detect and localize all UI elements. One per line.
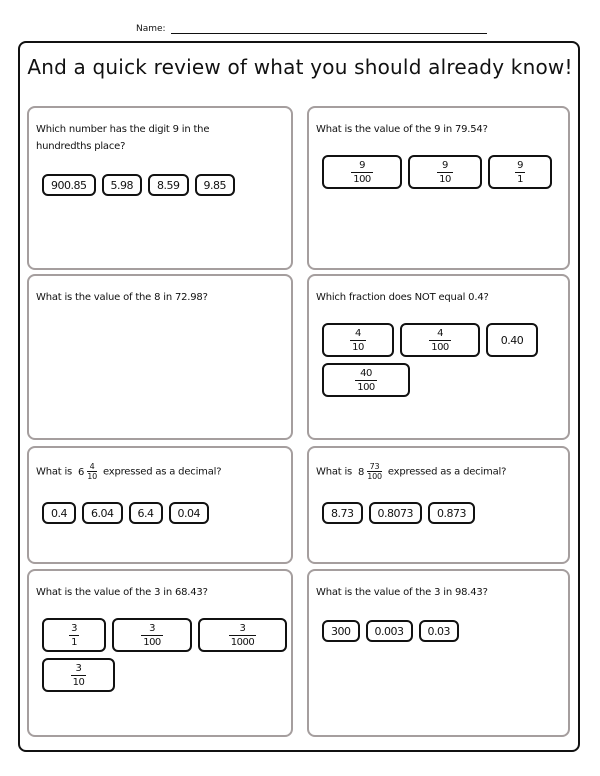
question-text-before: What is (36, 466, 73, 478)
numerator: 4 (437, 327, 443, 339)
numerator: 4 (89, 462, 95, 471)
fraction (437, 160, 453, 185)
fraction-bar (437, 172, 453, 173)
numerator: 3 (149, 622, 155, 634)
answer-option[interactable] (488, 155, 552, 189)
denominator: 100 (367, 472, 382, 481)
fraction-bar (350, 340, 366, 341)
question-text: Which fraction does NOT equal 0.4? (316, 292, 489, 303)
fraction (350, 328, 366, 353)
answer-option[interactable]: 9.85 (195, 174, 236, 196)
answer-option[interactable] (322, 363, 410, 397)
answer-option[interactable]: 0.03 (419, 620, 460, 642)
answer-option[interactable]: 0.003 (366, 620, 413, 642)
fraction-bar (229, 635, 256, 636)
numerator: 3 (239, 622, 246, 634)
answer-option[interactable]: 8.59 (148, 174, 189, 196)
question-text (36, 462, 221, 481)
fraction-bar (69, 635, 79, 636)
question-text-after: expressed as a decimal? (102, 466, 222, 478)
fraction (429, 328, 451, 353)
question-text-before: What is (316, 466, 353, 478)
answer-option[interactable] (42, 658, 115, 692)
denominator: 100 (353, 173, 371, 185)
fraction-bar (351, 172, 373, 173)
answer-option[interactable] (400, 323, 480, 357)
answer-option[interactable]: 0.8073 (369, 502, 423, 524)
denominator: 1 (517, 173, 523, 185)
answer-options (322, 502, 567, 524)
question-text: What is the value of the 3 in 98.43? (316, 587, 488, 598)
denominator: 10 (439, 173, 451, 185)
mixed-number-fraction (87, 462, 97, 481)
denominator: 10 (72, 676, 85, 688)
question-text (316, 462, 506, 481)
numerator: 40 (360, 367, 372, 379)
answer-option[interactable] (112, 618, 192, 652)
answer-option[interactable] (198, 618, 287, 652)
fraction-bar (141, 635, 163, 636)
fraction (141, 623, 163, 648)
answer-option[interactable] (322, 155, 402, 189)
numerator: 4 (355, 327, 361, 339)
name-field[interactable] (171, 24, 487, 34)
answer-option[interactable]: 0.40 (486, 323, 538, 357)
answer-option[interactable]: 6.04 (82, 502, 123, 524)
numerator: 9 (517, 159, 523, 171)
fraction (515, 160, 525, 185)
answer-option[interactable]: 8.73 (322, 502, 363, 524)
answer-options (322, 323, 567, 397)
question-text-after: expressed as a decimal? (387, 466, 507, 478)
answer-option[interactable]: 900.85 (42, 174, 96, 196)
mixed-number-fraction (367, 462, 382, 481)
answer-option[interactable]: 0.04 (169, 502, 210, 524)
numerator: 3 (75, 662, 82, 674)
answer-option[interactable] (322, 323, 394, 357)
question-text: What is the value of the 9 in 79.54? (316, 124, 488, 135)
fraction-bar (71, 675, 87, 676)
fraction (69, 623, 79, 648)
answer-option[interactable]: 300 (322, 620, 360, 642)
question-panel-1 (27, 106, 293, 270)
name-row (136, 24, 487, 34)
fraction (351, 160, 373, 185)
answer-option[interactable]: 6.4 (129, 502, 163, 524)
fraction-bar (429, 340, 451, 341)
mixed-number-whole: 6 (78, 466, 85, 478)
fraction-bar (515, 172, 525, 173)
numerator: 73 (369, 462, 380, 471)
answer-options (42, 618, 287, 692)
mixed-number-whole: 8 (358, 466, 365, 478)
answer-option[interactable]: 0.873 (428, 502, 475, 524)
denominator: 1000 (230, 636, 255, 648)
question-panel-4 (307, 274, 570, 440)
answer-option[interactable] (408, 155, 482, 189)
numerator: 3 (71, 622, 77, 634)
fraction-bar (355, 380, 377, 381)
numerator: 9 (442, 159, 448, 171)
denominator: 1 (71, 636, 77, 648)
question-panel-5 (27, 446, 293, 564)
question-text: Which number has the digit 9 in the hundredths place? (36, 124, 210, 152)
question-panel-7 (27, 569, 293, 737)
page-title: And a quick review of what you should already know! (27, 55, 573, 79)
answer-option[interactable]: 5.98 (102, 174, 143, 196)
answer-options (42, 502, 287, 524)
question-text: What is the value of the 3 in 68.43? (36, 587, 208, 598)
denominator: 100 (431, 341, 449, 353)
answer-options (42, 174, 252, 196)
numerator: 9 (359, 159, 365, 171)
denominator: 100 (357, 381, 375, 393)
question-panel-8 (307, 569, 570, 737)
answer-option[interactable]: 0.4 (42, 502, 76, 524)
fraction (355, 368, 377, 393)
answer-option[interactable] (42, 618, 106, 652)
answer-options (322, 155, 567, 189)
denominator: 10 (87, 472, 97, 481)
question-text: What is the value of the 8 in 72.98? (36, 292, 208, 303)
denominator: 100 (143, 636, 161, 648)
answer-options (322, 620, 567, 642)
fraction (229, 623, 256, 648)
denominator: 10 (352, 341, 364, 353)
fraction (71, 663, 87, 688)
question-panel-3 (27, 274, 293, 440)
question-panel-2 (307, 106, 570, 270)
question-panel-6 (307, 446, 570, 564)
name-label: Name: (136, 24, 166, 34)
